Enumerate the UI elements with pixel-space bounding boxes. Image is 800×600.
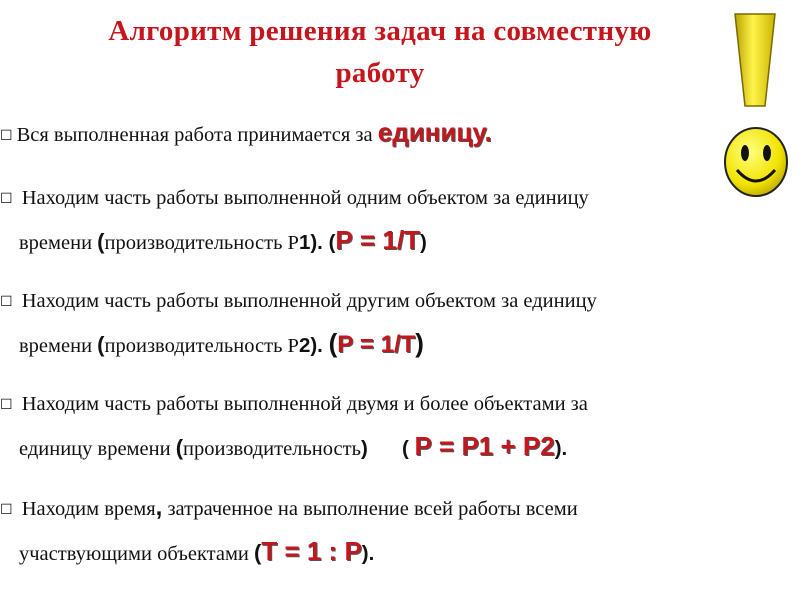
step-4 — [0, 384, 800, 470]
step-2-line-1: Находим часть работы выполненной одним объектом за единицу — [16, 187, 589, 209]
step-3 — [0, 281, 800, 367]
bullet-icon: ☐ — [0, 128, 13, 144]
step-2-index: 1 — [298, 231, 311, 254]
step-3-line-1: Находим часть работы выполненной другим объектом за единицу — [16, 290, 597, 312]
title-line-2: работу — [335, 57, 425, 89]
paren-close: ) — [415, 328, 424, 358]
step-4-line-1: Находим часть работы выполненной двумя и более объектами за — [16, 393, 588, 415]
step-2-line-2: времени — [19, 232, 98, 254]
paren-open: ( — [97, 332, 105, 357]
bullet-icon: ☐ — [0, 191, 13, 207]
step-3-productivity: производительность Р — [104, 335, 299, 357]
step-1-highlight: единицу. — [377, 117, 492, 147]
bullet-icon: ☐ — [0, 294, 13, 310]
title-line-1: Алгоритм решения задач на совместную — [108, 15, 652, 47]
paren-close: ) — [360, 437, 368, 460]
step-5-line-2: участвующими объектами — [19, 543, 255, 565]
page-title — [30, 10, 730, 94]
paren-open: ( — [175, 435, 184, 460]
paren-close: ). — [310, 334, 329, 357]
bullet-icon: ☐ — [0, 397, 13, 413]
step-5-line-1a: Находим время — [16, 498, 156, 520]
paren-open: ( — [328, 328, 338, 358]
step-2-productivity: производительность Р — [104, 232, 299, 254]
step-4-line-2: единицу времени — [19, 438, 176, 460]
paren-open: ( — [254, 540, 262, 565]
bullet-icon: ☐ — [0, 502, 13, 518]
exclamation-mark-icon — [725, 10, 785, 120]
paren-close: ). — [554, 437, 568, 460]
step-5-line-1b: затраченное на выполнение всей работы всеми — [162, 498, 578, 520]
step-5 — [0, 487, 800, 575]
step-4-productivity: производительность — [183, 438, 361, 460]
paren-close: ). — [361, 542, 375, 565]
step-1 — [0, 112, 800, 157]
step-3-line-2: времени — [19, 335, 98, 357]
step-2-formula: Р = 1/Т — [335, 225, 420, 255]
step-5-formula: Т = 1 : Р — [261, 536, 362, 566]
paren-open: ( — [97, 229, 105, 254]
paren-open: ( — [367, 437, 415, 460]
step-4-formula: Р = Р1 + Р2 — [414, 431, 555, 461]
step-5-comma: , — [155, 494, 163, 521]
paren-close: ). ( — [310, 231, 336, 254]
paren-close: ) — [419, 231, 427, 254]
step-3-formula: Р = 1/Т — [337, 331, 416, 358]
step-2 — [0, 178, 800, 264]
step-3-index: 2 — [298, 334, 311, 357]
step-1-text: Вся выполненная работа принимается за — [16, 124, 378, 146]
